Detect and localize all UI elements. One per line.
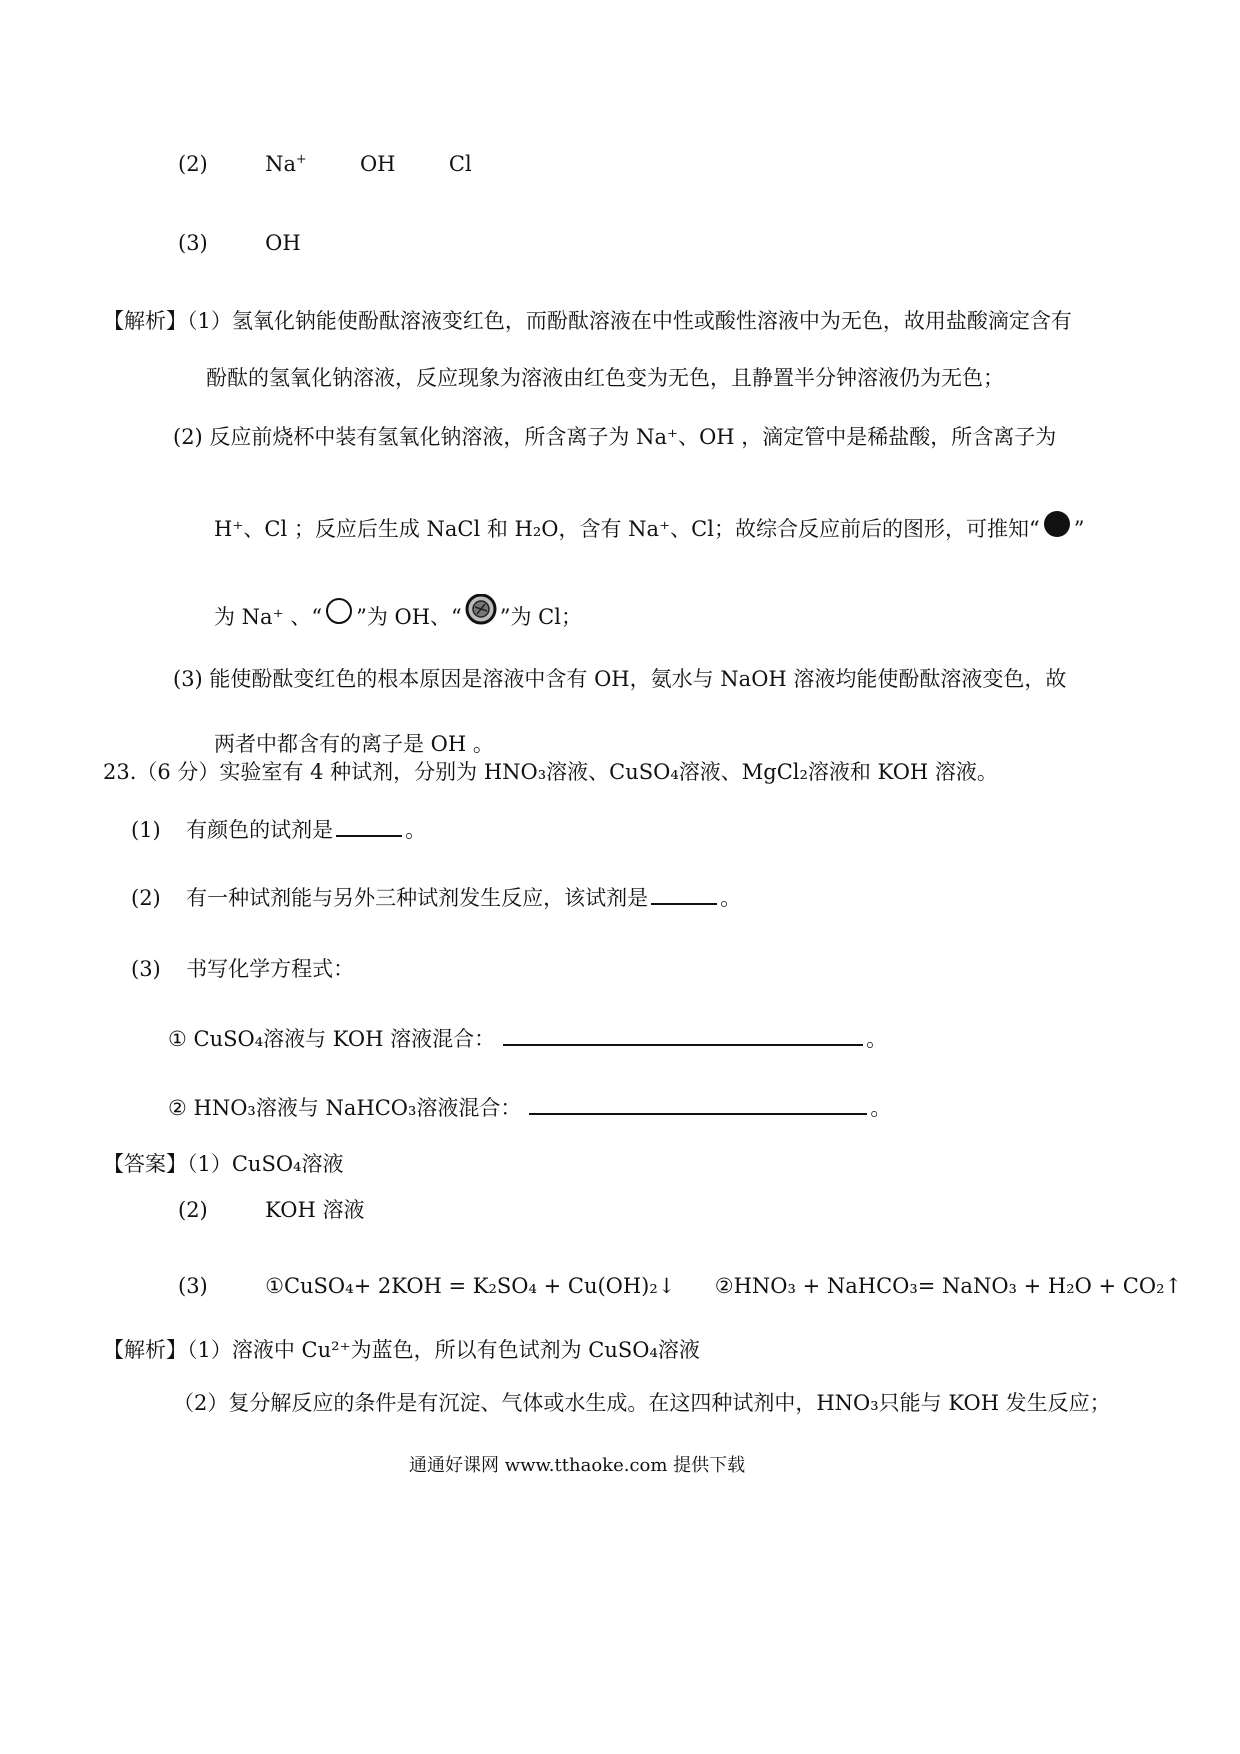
ion-sodium: Na (265, 152, 297, 176)
analysis-tag: 【解析】 (103, 309, 187, 333)
question-23-part-1 (131, 820, 426, 841)
ion-hydroxide: OH (359, 152, 396, 176)
answer-23-line-3 (178, 1276, 1182, 1297)
answer-item-2 (178, 151, 472, 176)
ion-hydroxide: OH (265, 231, 301, 255)
answer-23-line-1 (103, 1154, 343, 1175)
analysis-text: H⁺、Cl ；反应后生成 NaCl 和 H₂O，含有 Na⁺、Cl；故综合反应前后的图形，可推知“ (214, 517, 1040, 541)
analysis-text: ”为 OH、“ (356, 605, 462, 629)
answer-23-line-2 (178, 1200, 364, 1221)
analysis-23-line-2: （2）复分解反应的条件是有沉淀、气体或水生成。在这四种试剂中，HNO₃只能与 KOH 发生反应； (173, 1391, 1111, 1415)
quote-close: ” (1073, 517, 1085, 541)
question-23-part-3b (168, 1098, 891, 1119)
answer-blank (503, 1044, 863, 1046)
black-ball-icon (1042, 510, 1072, 540)
item-number: (2) (178, 1198, 208, 1222)
answer-blank (529, 1113, 867, 1115)
item-number: (2) (178, 152, 208, 176)
analysis-text: ”为 Cl； (499, 605, 582, 629)
answer-item-3 (178, 233, 301, 254)
equation-1: ①CuSO₄+ 2KOH = K₂SO₄ + Cu(OH)₂↓ (265, 1274, 676, 1298)
answer-text: （1）CuSO₄溶液 (187, 1152, 344, 1176)
question-23-part-3 (131, 959, 354, 980)
question-text: 书写化学方程式： (186, 957, 355, 981)
answer-text: KOH 溶液 (265, 1198, 365, 1222)
analysis-22-line-7: 两者中都含有的离子是 OH 。 (214, 732, 494, 756)
question-text: ② HNO₃溶液与 NaHCO₃溶液混合： (168, 1096, 522, 1120)
period: 。 (870, 1096, 892, 1120)
page-footer: 通通好课网 www.tthaoke.com 提供下载 (409, 1455, 746, 1476)
period: 。 (866, 1027, 888, 1051)
answer-blank (336, 835, 402, 837)
item-number: (3) (131, 957, 161, 981)
question-23-part-2 (131, 888, 741, 909)
analysis-text: 为 Na⁺ 、“ (214, 605, 323, 629)
item-number: (3) (178, 231, 208, 255)
analysis-tag: 【解析】 (103, 1338, 187, 1362)
question-text: 有颜色的试剂是 (186, 818, 334, 842)
question-23-part-3a (168, 1029, 887, 1050)
analysis-22-line-3: (2) 反应前烧杯中装有氢氧化钠溶液，所含离子为 Na⁺、OH ，滴定管中是稀盐酸，所含离子为 (173, 425, 1057, 449)
ion-chloride: Cl (448, 152, 472, 176)
question-text: ① CuSO₄溶液与 KOH 溶液混合： (168, 1027, 496, 1051)
patterned-ball-icon (464, 594, 498, 628)
period: 。 (405, 818, 427, 842)
hollow-ball-icon (324, 598, 354, 628)
equation-2: ②HNO₃ + NaHCO₃= NaNO₃ + H₂O + CO₂↑ (714, 1274, 1183, 1298)
period: 。 (720, 886, 742, 910)
analysis-22-line-4 (214, 510, 1084, 540)
analysis-23-line-1 (103, 1340, 700, 1361)
question-text: 有一种试剂能与另外三种试剂发生反应，该试剂是 (186, 886, 649, 910)
analysis-text: （1）溶液中 Cu²⁺为蓝色，所以有色试剂为 CuSO₄溶液 (187, 1338, 700, 1362)
analysis-text: （1）氢氧化钠能使酚酞溶液变红色，而酚酞溶液在中性或酸性溶液中为无色，故用盐酸滴定含有 (187, 309, 1072, 333)
analysis-22-line-6: (3) 能使酚酞变红色的根本原因是溶液中含有 OH，氨水与 NaOH 溶液均能使酚酞溶液变色，故 (173, 667, 1067, 691)
item-number: (2) (131, 886, 161, 910)
ion-charge: + (296, 151, 307, 166)
analysis-22-line-2: 酚酞的氢氧化钠溶液，反应现象为溶液由红色变为无色，且静置半分钟溶液仍为无色； (206, 366, 1004, 390)
question-23-stem: 23.（6 分）实验室有 4 种试剂，分别为 HNO₃溶液、CuSO₄溶液、MgCl₂溶液和 KOH 溶液。 (103, 760, 998, 784)
answer-tag: 【答案】 (103, 1152, 187, 1176)
answer-blank (651, 903, 717, 905)
item-number: (3) (178, 1274, 208, 1298)
analysis-22-line-5 (214, 594, 582, 628)
analysis-22-line-1 (103, 311, 1072, 332)
item-number: (1) (131, 818, 161, 842)
